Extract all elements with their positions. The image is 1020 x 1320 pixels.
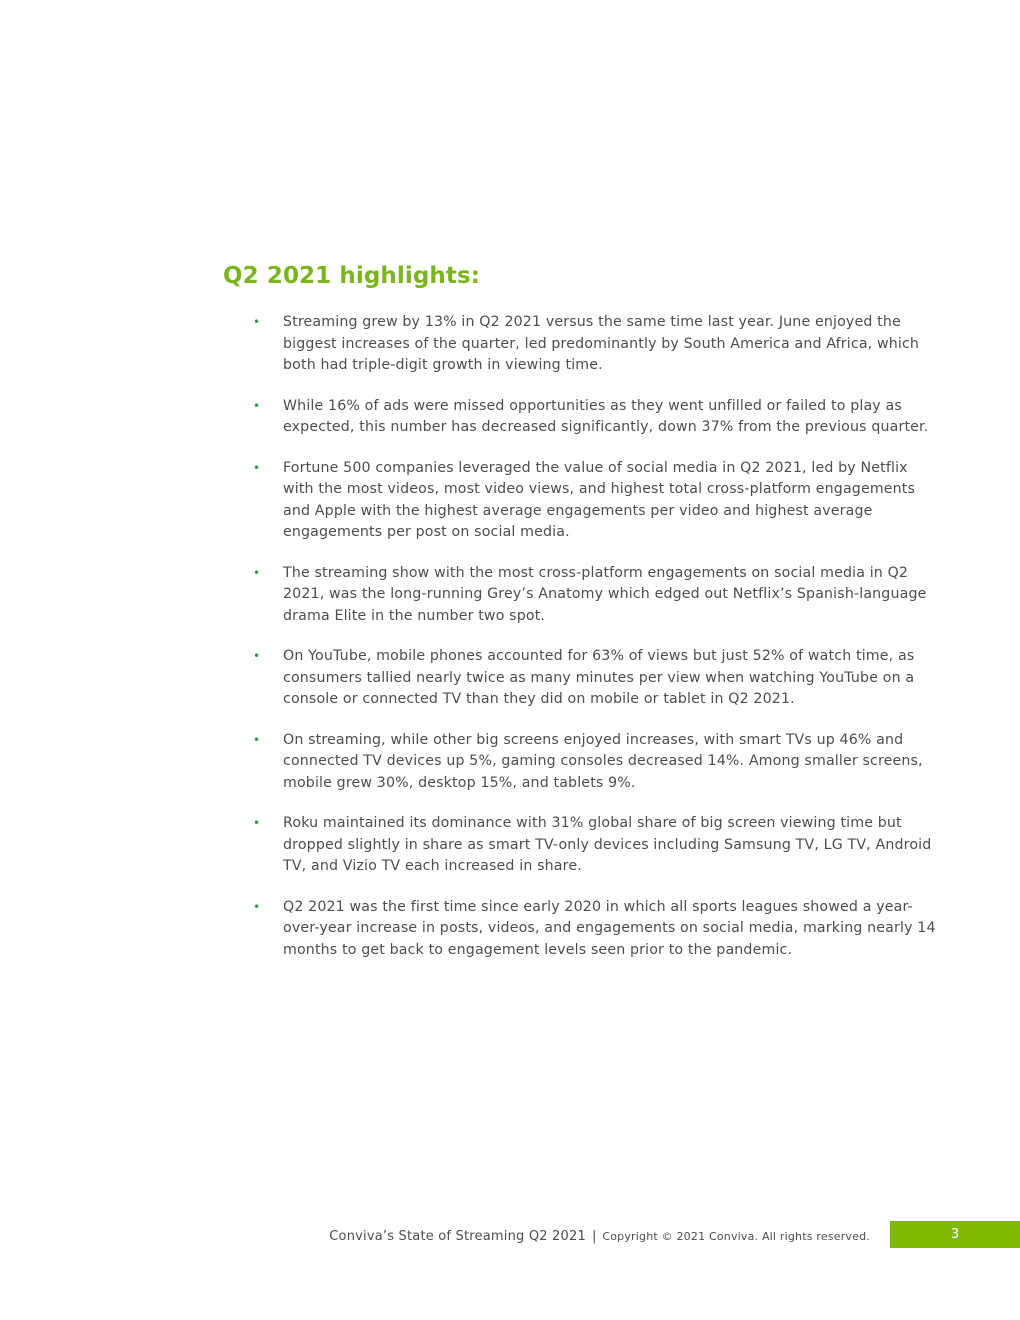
list-item-text: On streaming, while other big screens enjoyed increases, with smart TVs up 46% and connected TV devices up 5%, gaming consoles decreased 14%. Among smaller screens, mobile grew 30%, desktop 15%, and tablets 9%.	[283, 731, 923, 791]
list-item	[253, 646, 943, 711]
page-number: 3	[890, 1221, 1020, 1248]
list-item-text: Fortune 500 companies leveraged the value of social media in Q2 2021, led by Netflix with the most videos, most video views, and highest total cross-platform engagements and Apple with the highest average engagements per video and highest average engagements per post on social media.	[283, 459, 916, 540]
bullet-icon: •	[253, 732, 261, 747]
footer-title: Conviva’s State of Streaming Q2 2021	[329, 1229, 586, 1244]
list-item-text: On YouTube, mobile phones accounted for 63% of views but just 52% of watch time, as consumers tallied nearly twice as many minutes per view when watching YouTube on a console or connected TV than they did on mobile or tablet in Q2 2021.	[283, 648, 915, 707]
list-item-text: The streaming show with the most cross-platform engagements on social media in Q2 2021, was the long-running Grey’s Anatomy which edged out Netflix’s Spanish-language drama Elite in the number two spot.	[283, 564, 927, 624]
list-item	[253, 897, 943, 962]
bullet-icon: •	[253, 565, 261, 580]
list-item	[253, 730, 943, 795]
page-footer	[0, 1221, 1020, 1248]
list-item	[253, 813, 943, 878]
list-item	[253, 458, 943, 544]
list-item	[253, 563, 943, 628]
footer-separator: |	[591, 1229, 597, 1244]
bullet-icon: •	[253, 649, 261, 663]
footer-text	[329, 1225, 870, 1244]
bullet-icon: •	[253, 816, 261, 830]
list-item	[253, 396, 943, 439]
list-item-text: Streaming grew by 13% in Q2 2021 versus the same time last year. June enjoyed the biggest increases of the quarter, led predominantly by South America and Africa, which both had triple-digit growth in viewing time.	[283, 314, 920, 373]
list-item	[253, 312, 943, 377]
bullet-icon: •	[253, 899, 261, 914]
footer-copyright: Copyright © 2021 Conviva. All rights reserved.	[602, 1230, 870, 1243]
highlights-list	[253, 312, 943, 980]
bullet-icon: •	[253, 315, 261, 329]
bullet-icon: •	[253, 460, 261, 475]
bullet-icon: •	[253, 398, 261, 413]
list-item-text: While 16% of ads were missed opportunities as they went unfilled or failed to play as expected, this number has decreased significantly, down 37% from the previous quarter.	[283, 397, 929, 435]
list-item-text: Q2 2021 was the first time since early 2020 in which all sports leagues showed a year-over-year increase in posts, videos, and engagements on social media, marking nearly 14 months to get back to engagement levels seen prior to the pandemic.	[283, 898, 936, 958]
page-heading: Q2 2021 highlights:	[223, 263, 481, 289]
list-item-text: Roku maintained its dominance with 31% global share of big screen viewing time but dropped slightly in share as smart TV-only devices including Samsung TV, LG TV, Android TV, and Vizio TV each increased in share.	[283, 815, 932, 874]
